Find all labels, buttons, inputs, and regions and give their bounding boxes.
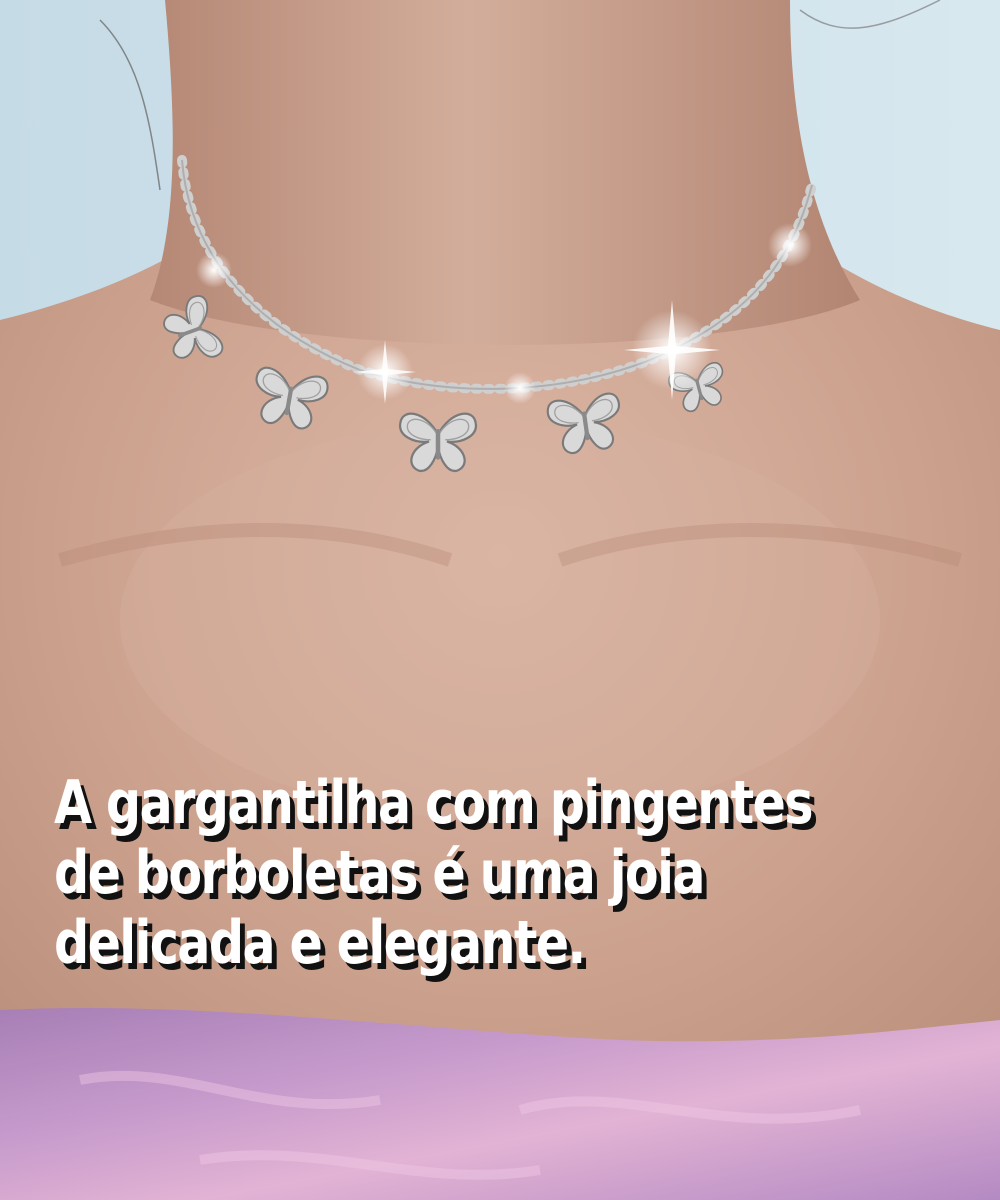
caption-line-2: de borboletas é uma joia [54, 838, 704, 908]
caption-line-1: A gargantilha com pingentes [54, 768, 812, 838]
caption-text [54, 768, 812, 978]
caption-line-3: delicada e elegante. [54, 908, 585, 978]
collarbone-highlight [120, 420, 880, 820]
